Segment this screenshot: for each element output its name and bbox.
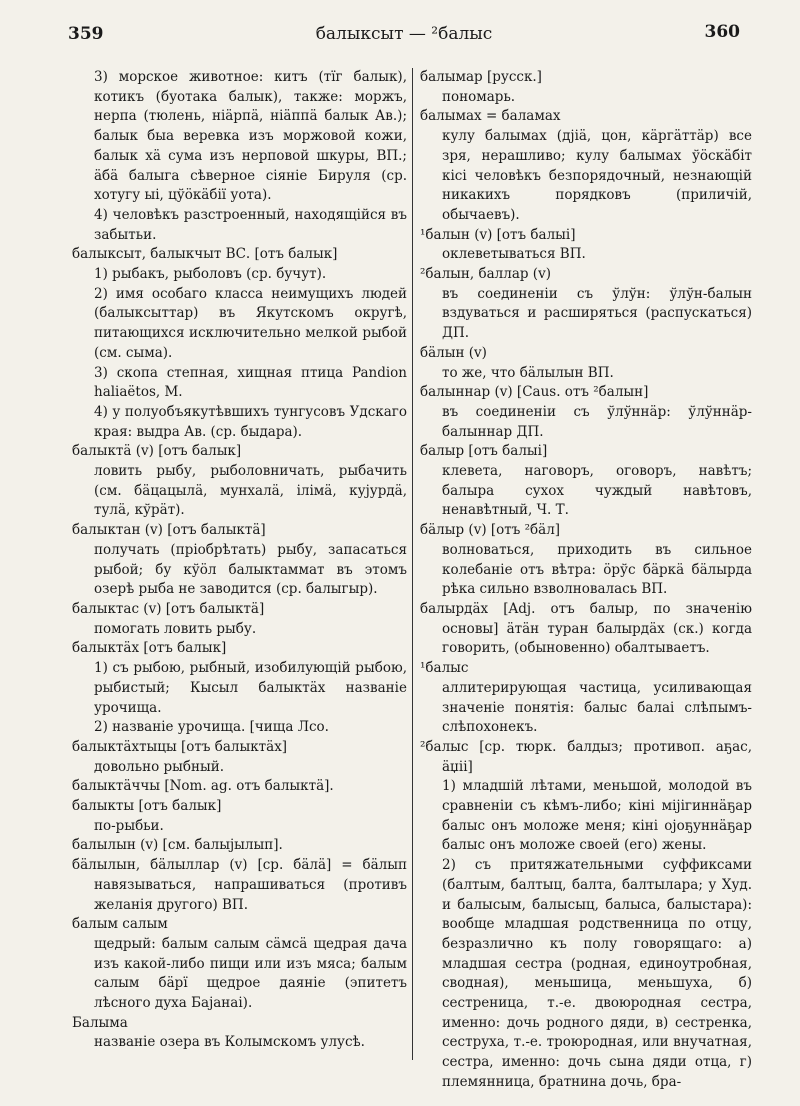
page-number-right: 360: [704, 22, 740, 42]
entry-headword: балыр [отъ балыі]: [420, 443, 548, 460]
entry-definition: въ соединеніи съ ўлўн: ўлўн-балын вздуваться и расширяться (распускаться) ДП.: [442, 285, 752, 342]
entry-headword: Балыма: [72, 1014, 128, 1031]
entry-definition: щедрый: балым салым сäмсä щедрая дача изъ какой-либо пищи или изъ мяса; балым салым бäрї щедрое даяніе (эпитетъ лѣсного духа Бајанаі).: [94, 935, 407, 1012]
entry-definition: по-рыбьи.: [94, 817, 164, 834]
entry-headword: балырдäх [Adj. отъ балыр, по значенію основы] äтäн туран балырдäх (ск.) когда говорить, (обыновенно) обалтываетъ.: [420, 600, 752, 657]
entry-headword: балыктä (v) [отъ балык]: [72, 443, 242, 460]
entry-definition: 3) скопа степная, хищная птица Pandion haliaëtos, М.: [94, 364, 407, 401]
entry-definition: 4) у полуобъякутѣвшихъ тунгусовъ Удскаго края: выдра Ав. (ср. быдара).: [94, 403, 407, 440]
entry-headword: балыксыт, балыкчыт ВС. [отъ балык]: [72, 246, 338, 263]
entry-definition: волноваться, приходить въ сильное колебаніе отъ вѣтра: öрўс бäркä бäлырда рѣка сильно взволновалась ВП.: [442, 541, 752, 598]
entry-headword: бäлылын, бäлыллар (v) [ср. бäлä] = бäлып навязываться, напрашиваться (противъ желанія другого) ВП.: [72, 857, 407, 913]
entry-headword: балыктäччы [Nom. ag. отъ балыктä].: [72, 778, 334, 795]
entry-headword: балымар [русск.]: [420, 69, 542, 85]
entry-definition: ловить рыбу, рыболовничать, рыбачить (см. бäцацылä, мунхалä, ілімä, кујурдä, тулä, кўрäт).: [94, 463, 407, 519]
entry-headword: балыкты [отъ балык]: [72, 798, 222, 815]
entry-definition: названіе озера въ Колымскомъ улусѣ.: [94, 1034, 365, 1051]
running-head: балыксыт — ²балыс: [315, 24, 493, 44]
entry-headword: балыктäх [отъ балык]: [72, 640, 227, 657]
entry-definition: 2) съ притяжательными суффиксами (балтым, балтыц, балта, балтылара; у Худ. и балысым, балысыц, балыса, балыстара): вообще младшая родственница по отцу, безразлично къ полу говорящаго: а) младшая сестра (родная, единоутробная, сводная), меньшица, меньшуха, б) сестреница, т.-е. двоюродная сестра, именно: дочь родного дяди, в) сестренка, сеструха, т.-е. троюродная, или внучатная, сестра, именно: дочь сына дяди отца, г) племянница, братнина дочь, бра-: [442, 857, 752, 1090]
entry-headword: балылын (v) [см. балыјылып].: [72, 837, 283, 854]
entry-headword: ²балыс [ср. тюрк. балдыз; противоп. аҕас, äџіі]: [420, 738, 752, 775]
column-divider: [412, 68, 413, 1060]
entry-headword: балым салым: [72, 916, 168, 933]
entry-definition: 1) рыбакъ, рыболовъ (ср. бучут).: [94, 266, 327, 283]
entry-headword: балыннар (v) [Caus. отъ ²балын]: [420, 384, 649, 401]
entry-headword: бäлын (v): [420, 344, 487, 361]
entry-definition: 1) младшій лѣтами, меньшой, молодой въ сравненіи съ кѣмъ-либо; кіні міјігиннäҕар балыс онъ моложе меня; кіні ојоҕуннäҕар балыс онъ моложе своей (его) жены.: [442, 778, 752, 854]
entry-headword: ¹балын (v) [отъ балыі]: [420, 226, 576, 243]
page-number-left: 359: [68, 24, 104, 44]
entry-definition: аллитерирующая частица, усиливающая значеніе понятія: балыс балаі слѣпымъ-слѣпохонекъ.: [442, 679, 752, 736]
entry-definition: пономарь.: [442, 88, 516, 105]
entry-headword: балыктан (v) [отъ балыктä]: [72, 522, 266, 539]
entry-definition: клевета, наговоръ, оговоръ, навѣтъ; балыра сухох чуждый навѣтовъ, ненавѣтный, Ч. Т.: [442, 463, 752, 519]
entry-headword: ²балын, баллар (v): [420, 266, 551, 283]
entry-headword: балыктас (v) [отъ балыктä]: [72, 600, 265, 617]
entry-definition: получать (пріобрѣтать) рыбу, запасаться рыбой; бу кўöл балыктаммат въ этомъ озерѣ рыба не заводится (ср. балыгыр).: [94, 541, 407, 598]
left-column: [72, 68, 407, 1066]
entry-definition: 4) человѣкъ разстроенный, находящійся въ забытьи.: [94, 206, 407, 243]
right-column: [420, 68, 752, 1090]
entry-definition: въ соединеніи съ ўлўннäр: ўлўннäр-балыннар ДП.: [442, 403, 752, 440]
entry-headword: балыктäхтыцы [отъ балыктäх]: [72, 738, 288, 755]
entry-definition: 1) съ рыбою, рыбный, изобилующій рыбою, рыбистый; Кысыл балыктäх названіе урочища.: [94, 660, 407, 716]
entry-definition: 3) морское животное: китъ (тїг балык), котикъ (буотака балык), также: моржъ, нерпа (тюлень, ніäрпä, ніäппä балык Ав.); балык быа веревка изъ моржовой кожи, балык хä сума изъ нерповой шкуры, ВП.; äбä балыга сѣверное сіяніе Бируля (ср. хотугу ыі, цўöкäбії уота).: [94, 69, 407, 204]
entry-definition: то же, что бäлылын ВП.: [442, 364, 614, 381]
entry-definition: оклеветываться ВП.: [442, 246, 586, 263]
entry-definition: 2) имя особаго класса неимущихъ людей (балыксыттар) въ Якутскомъ округѣ, питающихся исключительно мелкой рыбой (см. сыма).: [94, 285, 407, 361]
page-header: [68, 22, 740, 52]
entry-headword: балымах = баламах: [420, 108, 561, 125]
entry-definition: 2) названіе урочища. [чища Лсо.: [94, 719, 329, 736]
entry-headword: ¹балыс: [420, 660, 469, 677]
entry-headword: бäлыр (v) [отъ ²бäл]: [420, 522, 561, 539]
entry-definition: кулу балымах (дјіä, цон, кäргäттäр) все зря, нерашливо; кулу балымах ўöскäбіт кісі человѣкъ безпорядочный, незнающій никакихъ порядковъ (приличій, обычаевъ).: [442, 128, 752, 223]
entry-definition: довольно рыбный.: [94, 758, 225, 775]
entry-definition: помогать ловить рыбу.: [94, 620, 257, 637]
